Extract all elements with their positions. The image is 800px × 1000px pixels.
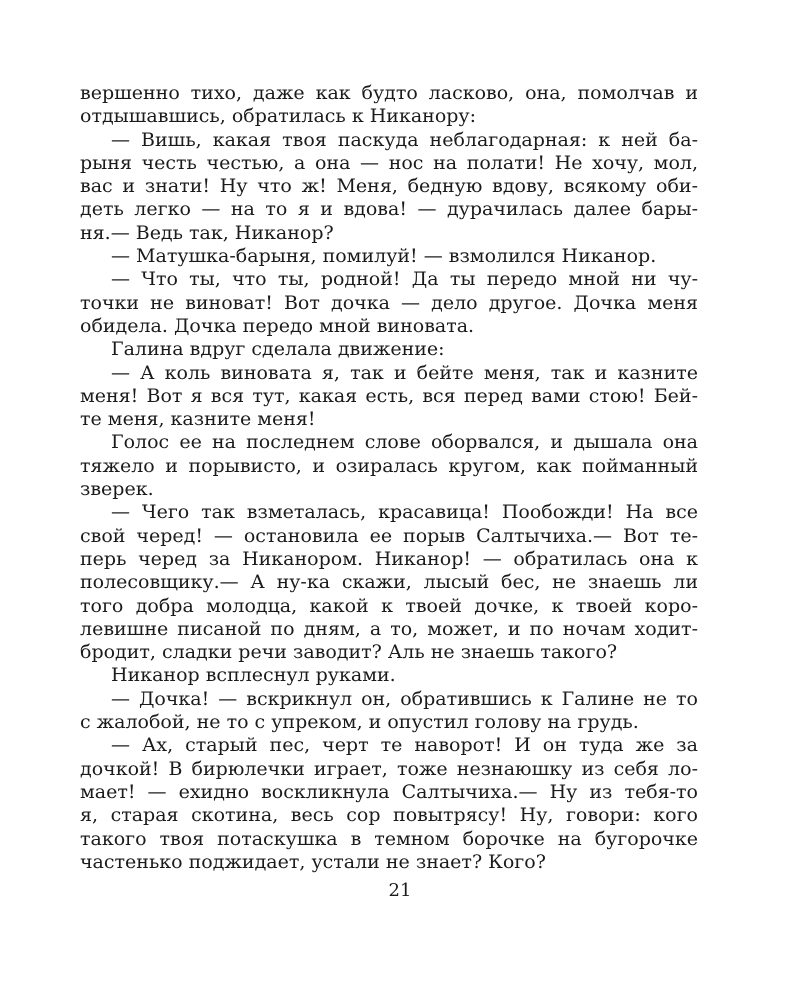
text-line: — Вишь, какая твоя паскуда неблагодарная: к ней ба- [111, 128, 698, 151]
text-line: — Чего так взметалась, красавица! Пообожди! На все [111, 501, 698, 524]
text-line: Галина вдруг сделала движение: [111, 338, 445, 361]
text-line: — Матушка-барыня, помилуй! — взмолился Никанор. [111, 245, 657, 268]
text-line: того добра молодца, какой к твоей дочке, к твоей коро- [80, 594, 698, 617]
text-line: мает! — ехидно воскликнула Салтычиха.— Ну из тебя-то [80, 780, 698, 803]
text-line: дочкой! В бирюлечки играет, тоже незнаюшку из себя ло- [80, 757, 698, 780]
body-text [80, 82, 698, 874]
text-line: тяжело и порывисто, и озиралась кругом, как пойманный [80, 454, 698, 477]
page-number: 21 [388, 880, 412, 901]
text-line: я, старая скотина, весь сор повытрясу! Ну, говори: кого [80, 804, 698, 827]
text-line: левишне писаной по дням, а то, может, и по ночам ходит- [80, 617, 698, 640]
text-line: перь черед за Никанором. Никанор! — обратилась она к [80, 547, 698, 570]
text-line: точки не виноват! Вот дочка — дело другое. Дочка меня [80, 291, 698, 314]
text-line: ня.— Ведь так, Никанор? [80, 221, 334, 244]
text-line: обидела. Дочка передо мной виновата. [80, 314, 475, 337]
text-line: Никанор всплеснул руками. [111, 664, 396, 687]
text-line: свой черед! — остановила ее порыв Салтычиха.— Вот те- [80, 524, 698, 547]
text-line: бродит, сладки речи заводит? Аль не знаешь такого? [80, 641, 618, 664]
text-line: с жалобой, не то с упреком, и опустил голову на грудь. [80, 711, 639, 734]
text-line: вас и знати! Ну что ж! Меня, бедную вдову, всякому оби- [80, 175, 698, 198]
text-line: частенько поджидает, устали не знает? Кого? [80, 850, 546, 873]
text-line: — Что ты, что ты, родной! Да ты передо мной ни чу- [111, 268, 698, 291]
text-line: зверек. [80, 478, 154, 501]
text-line: такого твоя потаскушка в темном борочке на бугорочке [80, 827, 698, 850]
text-line: вершенно тихо, даже как будто ласково, она, помолчав и [80, 82, 698, 104]
text-line: те меня, казните меня! [80, 408, 316, 431]
text-line: рыня честь честью, а она — нос на полати! Не хочу, мол, [80, 151, 698, 174]
text-line: — А коль виновата я, так и бейте меня, так и казните [111, 361, 698, 384]
text-line: отдышавшись, обратилась к Никанору: [80, 105, 477, 128]
text-line: — Ах, старый пес, черт те наворот! И он туда же за [111, 734, 698, 757]
text-line: меня! Вот я вся тут, какая есть, вся перед вами стою! Бей- [80, 384, 698, 407]
text-line: полесовщику.— А ну-ка скажи, лысый бес, не знаешь ли [80, 571, 698, 594]
text-line: Голос ее на последнем слове оборвался, и дышала она [111, 431, 698, 454]
text-line: деть легко — на то я и вдова! — дурачилась далее бары- [80, 198, 698, 221]
text-line: — Дочка! — вскрикнул он, обратившись к Галине не то [111, 687, 698, 710]
